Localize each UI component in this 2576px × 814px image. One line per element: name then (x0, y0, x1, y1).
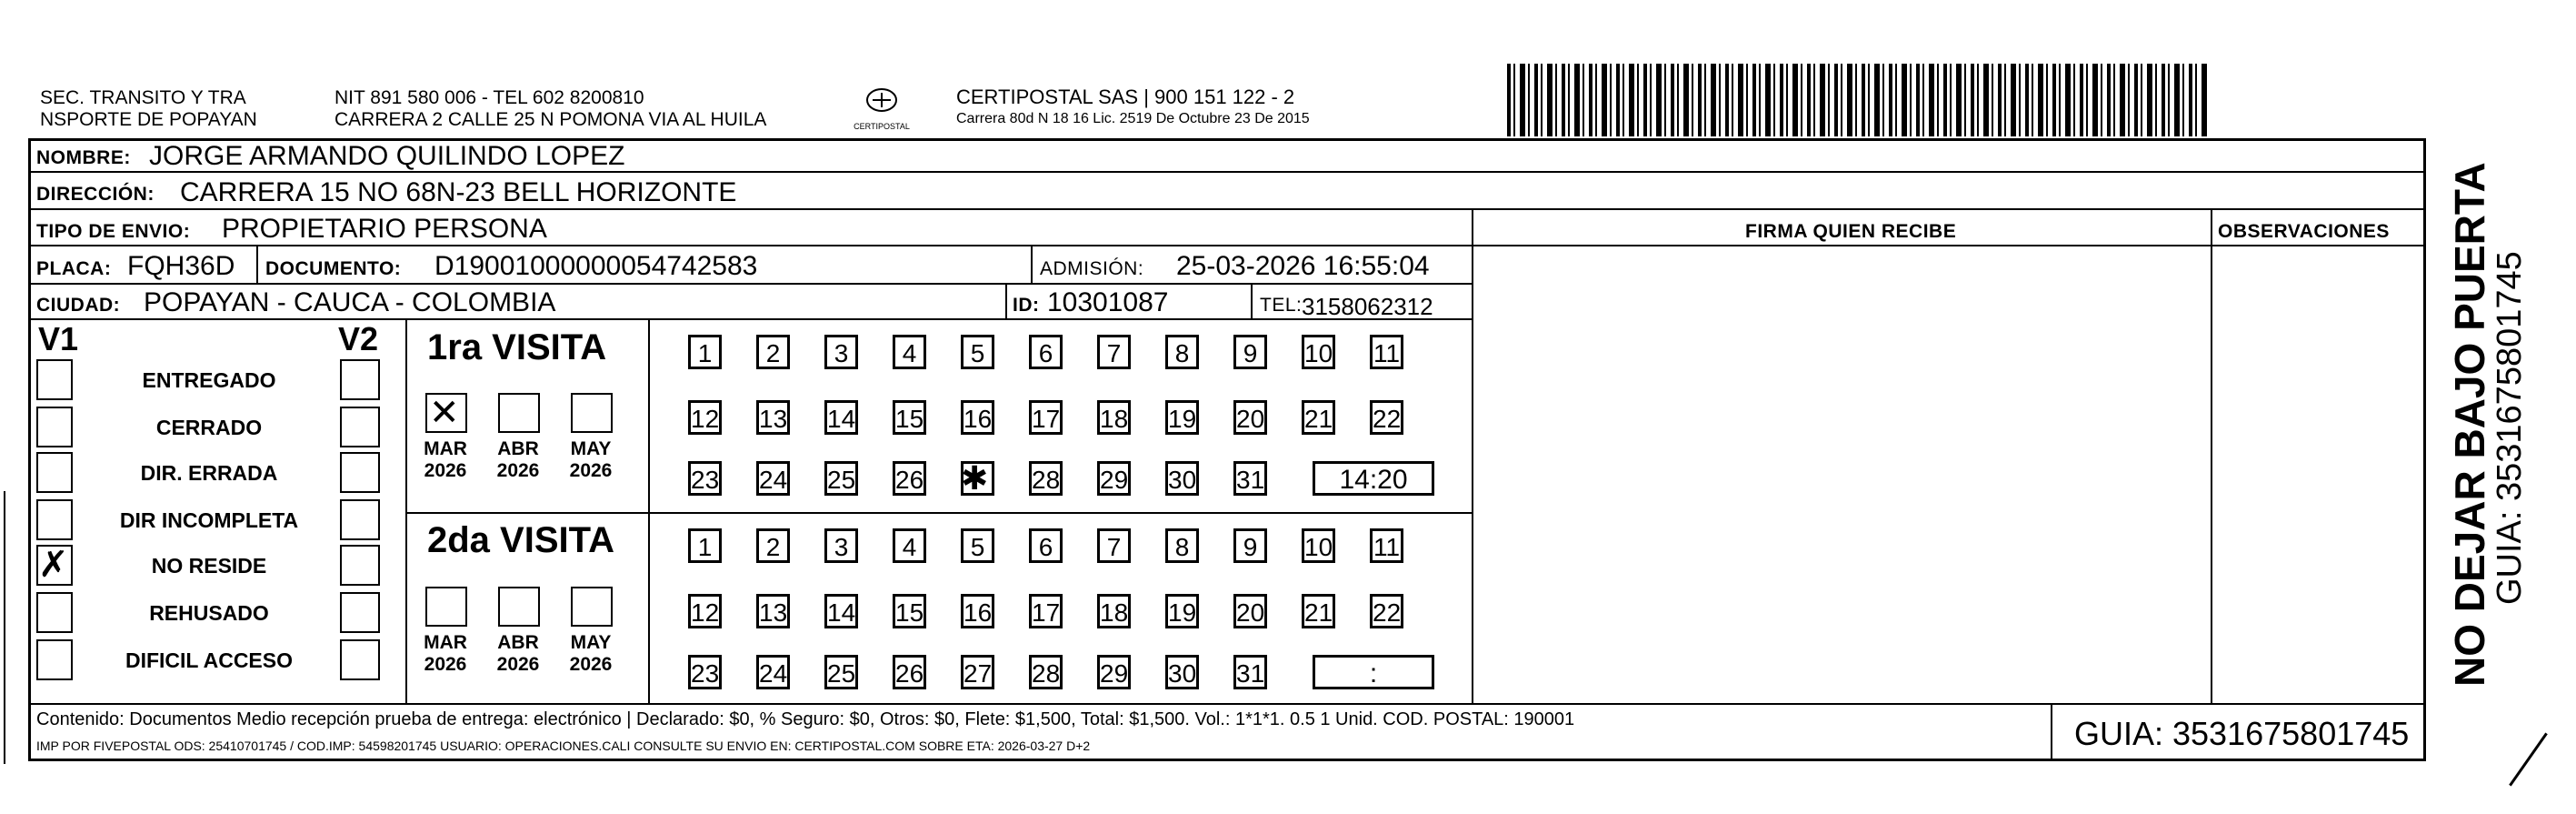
visit1-day-box[interactable]: 8 (1165, 335, 1199, 369)
visit2-day-box[interactable]: 24 (756, 655, 790, 689)
month-year: 2026 (496, 654, 540, 675)
visit2-month-label (491, 632, 545, 676)
col-divider (1251, 283, 1253, 319)
visit2-day-box[interactable]: 28 (1029, 655, 1063, 689)
status-label: DIFICIL ACCESO (125, 648, 293, 672)
visit2-day-box[interactable]: 26 (893, 655, 926, 689)
visit1-day-box[interactable]: 26 (893, 461, 926, 496)
visit2-day-box[interactable]: 14 (824, 594, 858, 628)
visit1-day-box[interactable]: 17 (1029, 400, 1063, 435)
visit2-month-checkbox[interactable] (571, 587, 613, 627)
visit2-day-box[interactable]: 19 (1165, 594, 1199, 628)
col-divider (1031, 245, 1033, 283)
v2-status-checkbox[interactable] (340, 452, 380, 493)
month-name: MAY (570, 438, 612, 459)
col-divider (1005, 283, 1007, 319)
visit1-day-box[interactable]: 12 (688, 400, 722, 435)
v2-status-checkbox[interactable] (340, 592, 380, 633)
visit2-month-label (564, 632, 618, 676)
id-value: 10301087 (1047, 287, 1169, 317)
visit1-time-box[interactable]: 14:20 (1313, 461, 1434, 496)
visit1-month-checkbox[interactable] (571, 393, 613, 433)
v2-label: V2 (338, 320, 379, 357)
check-mark-icon: ✗ (38, 544, 69, 586)
status-label: DIR. ERRADA (140, 461, 278, 485)
visit2-day-box[interactable]: 13 (756, 594, 790, 628)
courier-name: CERTIPOSTAL SAS | 900 151 122 - 2 (956, 85, 1295, 108)
visit2-day-box[interactable]: 31 (1233, 655, 1267, 689)
visit1-day-box[interactable]: 30 (1165, 461, 1199, 496)
visit1-day-box[interactable]: 15 (893, 400, 926, 435)
observaciones-label: OBSERVACIONES (2218, 221, 2390, 242)
month-name: MAR (424, 632, 467, 653)
col-divider (256, 245, 258, 283)
visit2-day-box[interactable]: 10 (1302, 528, 1335, 563)
month-name: MAY (570, 632, 612, 653)
check-mark-icon: ✕ (429, 392, 460, 434)
col-divider (2211, 208, 2212, 704)
visit2-month-label (418, 632, 473, 676)
visit1-day-box[interactable]: 7 (1097, 335, 1131, 369)
col-divider (1472, 208, 1473, 704)
status-label: CERRADO (155, 416, 263, 439)
sender-contact (334, 87, 766, 131)
visit1-month-label (491, 438, 545, 482)
visit2-day-box[interactable]: 4 (893, 528, 926, 563)
v2-status-checkbox[interactable] (340, 499, 380, 540)
visit1-day-box[interactable]: 5 (961, 335, 994, 369)
courier-info (956, 85, 1310, 129)
month-year: 2026 (424, 460, 467, 481)
month-year: 2026 (569, 460, 613, 481)
visit1-day-box[interactable]: 25 (824, 461, 858, 496)
visit2-day-box[interactable]: 6 (1029, 528, 1063, 563)
tipo-envio-value: PROPIETARIO PERSONA (222, 214, 547, 244)
visit1-day-box[interactable]: 31 (1233, 461, 1267, 496)
ciudad-label: CIUDAD: (36, 295, 121, 316)
tipo-envio-label: TIPO DE ENVIO: (36, 221, 191, 242)
visit1-day-box[interactable]: 16 (961, 400, 994, 435)
status-label: ENTREGADO (142, 368, 276, 392)
firma-label: FIRMA QUIEN RECIBE (1745, 221, 1957, 242)
v1-status-checkbox[interactable] (36, 359, 73, 400)
visit1-day-box[interactable]: 21 (1302, 400, 1335, 435)
visit1-day-box[interactable]: 14 (824, 400, 858, 435)
visit2-day-box[interactable]: 8 (1165, 528, 1199, 563)
month-name: ABR (497, 438, 539, 459)
sender-org-line1: SEC. TRANSITO Y TRA (40, 87, 246, 108)
pen-stroke (2509, 732, 2548, 786)
visit1-day-box[interactable]: 18 (1097, 400, 1131, 435)
visit2-day-box[interactable]: 17 (1029, 594, 1063, 628)
visit1-month-label (564, 438, 618, 482)
visit1-month-checkbox[interactable] (498, 393, 540, 433)
visit1-day-box[interactable]: 19 (1165, 400, 1199, 435)
nombre-label: NOMBRE: (36, 147, 131, 168)
visit2-day-box[interactable]: 2 (756, 528, 790, 563)
courier-address: Carrera 80d N 18 16 Lic. 2519 De Octubre 23 De 2015 (956, 111, 1310, 126)
visit1-day-box[interactable]: 2 (756, 335, 790, 369)
footer-contenido: Contenido: Documentos Medio recepción prueba de entrega: electrónico | Declarado: $0, % Seguro: $0, Otros: $0, Flete: $1,500, Total: $1,500. Vol.: 1*1*1. 0.5 1 Unid. COD. POSTAL: 190001 (36, 709, 1575, 729)
status-label: DIR INCOMPLETA (119, 508, 299, 532)
visit2-day-box[interactable]: 18 (1097, 594, 1131, 628)
tel-value: 3158062312 (1302, 293, 1433, 320)
certipostal-logo-icon (845, 84, 918, 135)
visit2-day-box[interactable]: 5 (961, 528, 994, 563)
month-year: 2026 (424, 654, 467, 675)
visit2-month-checkbox[interactable] (498, 587, 540, 627)
visit2-day-box[interactable]: 9 (1233, 528, 1267, 563)
nombre-value: JORGE ARMANDO QUILINDO LOPEZ (149, 141, 625, 171)
visit2-time-box[interactable]: : (1313, 655, 1434, 689)
row-divider (28, 171, 2426, 173)
visit-divider (407, 512, 1473, 514)
visit1-title: 1ra VISITA (427, 327, 607, 367)
v1-status-checkbox[interactable] (36, 639, 73, 680)
margin-line (4, 491, 5, 764)
sender-nit: NIT 891 580 006 - TEL 602 8200810 (334, 87, 644, 108)
placa-value: FQH36D (127, 251, 235, 281)
ciudad-value: POPAYAN - CAUCA - COLOMBIA (144, 287, 556, 317)
month-year: 2026 (496, 460, 540, 481)
visit2-day-box[interactable]: 23 (688, 655, 722, 689)
row-divider (28, 245, 2426, 246)
no-dejar-bajo-puerta: NO DEJAR BAJO PUERTA (2446, 162, 2493, 687)
visit2-day-box[interactable]: 16 (961, 594, 994, 628)
visit2-day-box[interactable]: 30 (1165, 655, 1199, 689)
admision-value: 25-03-2026 16:55:04 (1176, 251, 1430, 281)
id-label: ID: (1013, 295, 1040, 316)
month-name: MAR (424, 438, 467, 459)
visit2-day-box[interactable]: 27 (961, 655, 994, 689)
col-divider (405, 318, 407, 704)
barcode (1507, 64, 2209, 136)
visit1-day-box[interactable]: 9 (1233, 335, 1267, 369)
visit1-month-label (418, 438, 473, 482)
certipostal-logo (845, 84, 918, 135)
visit2-day-box[interactable]: 7 (1097, 528, 1131, 563)
visit1-day-box[interactable]: 22 (1370, 400, 1403, 435)
sender-org (40, 87, 257, 131)
row-divider (28, 283, 1473, 285)
visit1-day-box[interactable]: 3 (824, 335, 858, 369)
visit1-day-box[interactable]: 23 (688, 461, 722, 496)
visit1-day-box[interactable]: 11 (1370, 335, 1403, 369)
direccion-label: DIRECCIÓN: (36, 184, 155, 205)
row-divider (28, 208, 2426, 210)
logo-text: CERTIPOSTAL (854, 122, 910, 131)
visit2-day-box[interactable]: 11 (1370, 528, 1403, 563)
v2-status-checkbox[interactable] (340, 545, 380, 586)
v1-status-checkbox[interactable] (36, 407, 73, 447)
col-divider (2051, 703, 2052, 761)
v1-label: V1 (38, 320, 79, 357)
visit1-day-box[interactable]: 29 (1097, 461, 1131, 496)
day-mark-icon: ✱ (961, 460, 989, 497)
v2-status-checkbox[interactable] (340, 407, 380, 447)
visit1-day-box[interactable]: 24 (756, 461, 790, 496)
admision-label: ADMISIÓN: (1040, 258, 1144, 279)
visit1-day-box[interactable]: 6 (1029, 335, 1063, 369)
visit2-day-box[interactable]: 1 (688, 528, 722, 563)
visit2-day-box[interactable]: 22 (1370, 594, 1403, 628)
tel-label: TEL: (1260, 295, 1303, 316)
visit1-day-box[interactable]: 13 (756, 400, 790, 435)
footer-divider (28, 703, 2426, 705)
v2-status-checkbox[interactable] (340, 639, 380, 680)
documento-label: DOCUMENTO: (265, 258, 402, 279)
visit2-day-box[interactable]: 12 (688, 594, 722, 628)
visit2-day-box[interactable]: 29 (1097, 655, 1131, 689)
sender-org-line2: NSPORTE DE POPAYAN (40, 109, 257, 130)
visit2-day-box[interactable]: 3 (824, 528, 858, 563)
visit2-day-box[interactable]: 15 (893, 594, 926, 628)
status-label: NO RESIDE (151, 554, 267, 578)
side-guia: GUIA: 3531675801745 (2491, 251, 2529, 605)
row-divider (28, 318, 1473, 320)
v2-status-checkbox[interactable] (340, 359, 380, 400)
visit2-title: 2da VISITA (427, 520, 614, 560)
sender-address: CARRERA 2 CALLE 25 N POMONA VIA AL HUILA (334, 109, 767, 130)
footer-imp: IMP POR FIVEPOSTAL ODS: 25410701745 / COD.IMP: 54598201745 USUARIO: OPERACIONES.CALI CONSULTE SU ENVIO EN: CERTIPOSTAL.COM SOBRE ETA: 2026-03-27 D+2 (36, 739, 1091, 753)
col-divider (648, 318, 650, 704)
visit1-day-box[interactable]: 1 (688, 335, 722, 369)
month-name: ABR (497, 632, 539, 653)
visit1-day-box[interactable]: 28 (1029, 461, 1063, 496)
guia-box: GUIA: 3531675801745 (2074, 715, 2410, 752)
v1-status-checkbox[interactable] (36, 499, 73, 540)
visit2-day-box[interactable]: 21 (1302, 594, 1335, 628)
visit1-day-box[interactable]: 10 (1302, 335, 1335, 369)
placa-label: PLACA: (36, 258, 112, 279)
visit2-day-box[interactable]: 25 (824, 655, 858, 689)
visit2-day-box[interactable]: 20 (1233, 594, 1267, 628)
direccion-value: CARRERA 15 NO 68N-23 BELL HORIZONTE (180, 177, 737, 207)
status-label: REHUSADO (149, 601, 269, 625)
month-year: 2026 (569, 654, 613, 675)
visit1-day-box[interactable]: 4 (893, 335, 926, 369)
visit2-month-checkbox[interactable] (425, 587, 467, 627)
documento-value: D19001000000054742583 (434, 251, 758, 281)
v1-status-checkbox[interactable] (36, 592, 73, 633)
visit1-day-box[interactable]: 20 (1233, 400, 1267, 435)
v1-status-checkbox[interactable] (36, 452, 73, 493)
